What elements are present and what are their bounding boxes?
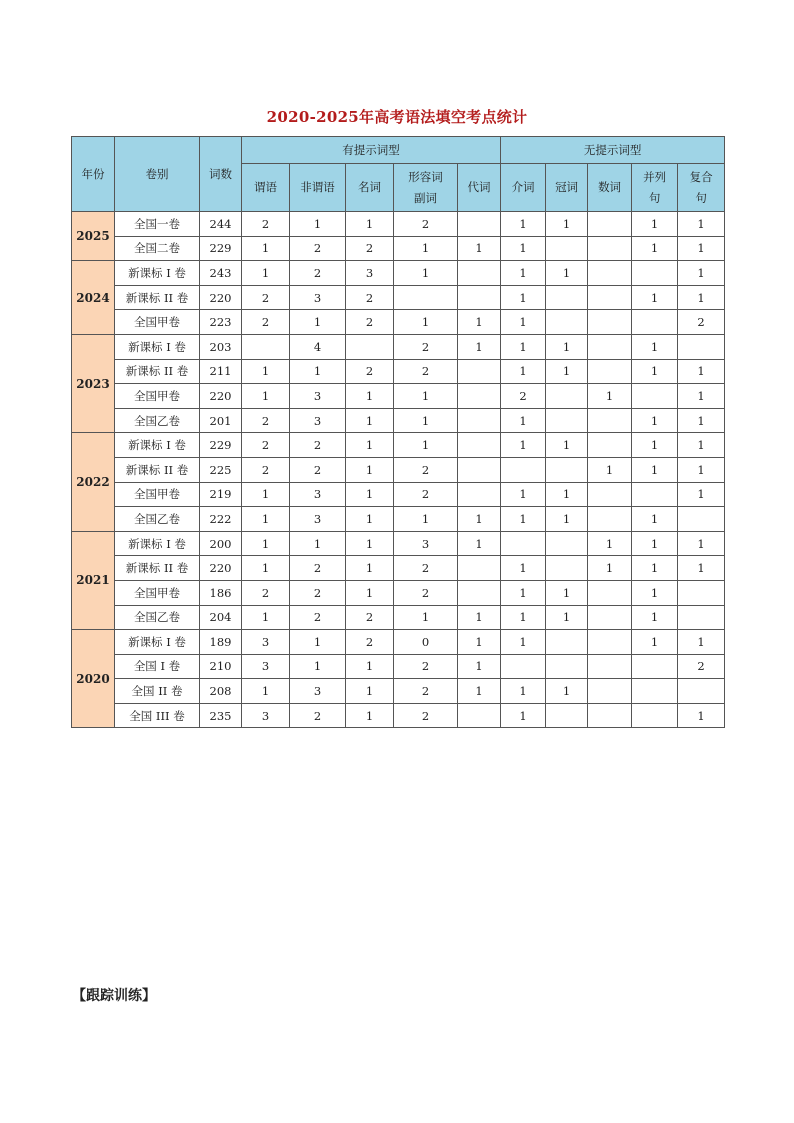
count-cell: 3 — [242, 654, 290, 679]
count-cell: 2 — [394, 482, 458, 507]
count-cell: 1 — [501, 507, 546, 532]
word-count-cell: 229 — [200, 433, 242, 458]
count-cell: 1 — [546, 482, 588, 507]
word-count-cell: 210 — [200, 654, 242, 679]
count-cell: 1 — [501, 679, 546, 704]
count-cell: 1 — [678, 285, 725, 310]
header-col-9: 复合句 — [678, 164, 725, 212]
count-cell: 1 — [242, 482, 290, 507]
header-col-3: 形容词副词 — [394, 164, 458, 212]
count-cell — [588, 285, 632, 310]
count-cell: 1 — [458, 630, 501, 655]
count-cell: 1 — [501, 310, 546, 335]
count-cell — [458, 457, 501, 482]
count-cell: 1 — [346, 654, 394, 679]
count-cell: 3 — [346, 261, 394, 286]
count-cell: 1 — [458, 236, 501, 261]
count-cell: 2 — [242, 212, 290, 237]
count-cell: 2 — [242, 408, 290, 433]
count-cell — [458, 384, 501, 409]
count-cell: 1 — [678, 457, 725, 482]
count-cell: 2 — [678, 310, 725, 335]
paper-cell: 新课标 II 卷 — [115, 359, 200, 384]
header-col-4: 代词 — [458, 164, 501, 212]
count-cell: 1 — [242, 359, 290, 384]
word-count-cell: 186 — [200, 580, 242, 605]
count-cell: 1 — [346, 531, 394, 556]
word-count-cell: 223 — [200, 310, 242, 335]
table-row — [72, 580, 725, 605]
year-cell: 2020 — [72, 630, 115, 728]
header-col-2: 名词 — [346, 164, 394, 212]
table-row — [72, 236, 725, 261]
count-cell: 2 — [394, 359, 458, 384]
table-row — [72, 630, 725, 655]
count-cell: 1 — [501, 285, 546, 310]
count-cell: 3 — [242, 630, 290, 655]
count-cell: 1 — [346, 703, 394, 728]
count-cell: 1 — [290, 359, 346, 384]
table-row — [72, 334, 725, 359]
count-cell — [242, 334, 290, 359]
count-cell — [588, 654, 632, 679]
paper-cell: 全国 III 卷 — [115, 703, 200, 728]
count-cell: 2 — [290, 261, 346, 286]
count-cell: 1 — [346, 457, 394, 482]
count-cell: 1 — [501, 433, 546, 458]
count-cell: 1 — [394, 261, 458, 286]
count-cell: 1 — [588, 384, 632, 409]
paper-cell: 全国甲卷 — [115, 310, 200, 335]
count-cell: 1 — [632, 457, 678, 482]
count-cell — [588, 236, 632, 261]
page-title: 2020-2025年高考语法填空考点统计 — [266, 108, 528, 126]
word-count-cell: 203 — [200, 334, 242, 359]
count-cell: 2 — [346, 630, 394, 655]
count-cell — [588, 310, 632, 335]
count-cell: 1 — [546, 212, 588, 237]
count-cell — [458, 212, 501, 237]
count-cell: 1 — [290, 212, 346, 237]
count-cell: 2 — [501, 384, 546, 409]
word-count-cell: 220 — [200, 556, 242, 581]
count-cell: 2 — [394, 212, 458, 237]
count-cell: 2 — [394, 679, 458, 704]
count-cell: 1 — [346, 507, 394, 532]
count-cell: 1 — [346, 482, 394, 507]
count-cell: 1 — [458, 654, 501, 679]
count-cell: 4 — [290, 334, 346, 359]
header-col-1: 非谓语 — [290, 164, 346, 212]
count-cell: 2 — [394, 654, 458, 679]
count-cell: 2 — [290, 457, 346, 482]
count-cell: 1 — [632, 408, 678, 433]
count-cell — [678, 507, 725, 532]
count-cell: 1 — [678, 359, 725, 384]
year-cell: 2025 — [72, 212, 115, 261]
count-cell: 1 — [588, 531, 632, 556]
word-count-cell: 189 — [200, 630, 242, 655]
count-cell: 3 — [290, 507, 346, 532]
count-cell: 1 — [346, 580, 394, 605]
count-cell — [546, 654, 588, 679]
word-count-cell: 220 — [200, 384, 242, 409]
count-cell: 1 — [678, 384, 725, 409]
count-cell: 1 — [242, 679, 290, 704]
count-cell — [588, 507, 632, 532]
table-row — [72, 531, 725, 556]
table-row — [72, 507, 725, 532]
header-year: 年份 — [72, 137, 115, 212]
count-cell: 1 — [501, 359, 546, 384]
paper-cell: 新课标 I 卷 — [115, 433, 200, 458]
count-cell — [501, 457, 546, 482]
year-cell: 2022 — [72, 433, 115, 531]
count-cell: 1 — [632, 556, 678, 581]
count-cell: 1 — [346, 556, 394, 581]
count-cell — [501, 531, 546, 556]
header-no-hint-group: 无提示词型 — [501, 137, 725, 164]
paper-cell: 全国乙卷 — [115, 605, 200, 630]
count-cell: 1 — [546, 605, 588, 630]
count-cell: 1 — [458, 679, 501, 704]
count-cell: 1 — [678, 212, 725, 237]
table-row — [72, 285, 725, 310]
count-cell: 1 — [632, 531, 678, 556]
count-cell — [588, 261, 632, 286]
count-cell — [546, 285, 588, 310]
count-cell: 1 — [242, 556, 290, 581]
count-cell: 1 — [501, 482, 546, 507]
count-cell: 1 — [242, 384, 290, 409]
count-cell — [588, 679, 632, 704]
count-cell: 1 — [458, 507, 501, 532]
paper-cell: 全国甲卷 — [115, 482, 200, 507]
paper-cell: 新课标 I 卷 — [115, 261, 200, 286]
paper-cell: 全国甲卷 — [115, 580, 200, 605]
count-cell: 2 — [242, 457, 290, 482]
word-count-cell: 201 — [200, 408, 242, 433]
count-cell: 2 — [290, 236, 346, 261]
count-cell: 3 — [290, 482, 346, 507]
count-cell: 3 — [394, 531, 458, 556]
count-cell: 2 — [346, 285, 394, 310]
header-col-7: 数词 — [588, 164, 632, 212]
count-cell: 2 — [346, 310, 394, 335]
count-cell: 1 — [588, 457, 632, 482]
header-paper: 卷别 — [115, 137, 200, 212]
count-cell: 1 — [501, 261, 546, 286]
count-cell: 1 — [346, 408, 394, 433]
word-count-cell: 229 — [200, 236, 242, 261]
count-cell: 1 — [546, 359, 588, 384]
count-cell: 1 — [678, 236, 725, 261]
count-cell: 2 — [394, 334, 458, 359]
count-cell — [458, 556, 501, 581]
count-cell: 1 — [546, 679, 588, 704]
count-cell: 1 — [501, 408, 546, 433]
paper-cell: 新课标 II 卷 — [115, 457, 200, 482]
count-cell: 1 — [346, 679, 394, 704]
count-cell — [588, 433, 632, 458]
table-row — [72, 433, 725, 458]
count-cell: 2 — [290, 605, 346, 630]
count-cell — [458, 433, 501, 458]
count-cell — [546, 703, 588, 728]
count-cell: 1 — [546, 507, 588, 532]
count-cell: 2 — [346, 359, 394, 384]
word-count-cell: 200 — [200, 531, 242, 556]
year-cell: 2023 — [72, 334, 115, 432]
table-row — [72, 703, 725, 728]
count-cell: 2 — [290, 580, 346, 605]
header-word-count: 词数 — [200, 137, 242, 212]
count-cell: 1 — [546, 580, 588, 605]
count-cell: 1 — [678, 482, 725, 507]
header-hint-group: 有提示词型 — [242, 137, 501, 164]
word-count-cell: 211 — [200, 359, 242, 384]
paper-cell: 新课标 I 卷 — [115, 630, 200, 655]
count-cell: 3 — [290, 408, 346, 433]
count-cell — [546, 630, 588, 655]
header-col-8: 并列句 — [632, 164, 678, 212]
count-cell: 2 — [290, 703, 346, 728]
count-cell: 1 — [678, 703, 725, 728]
count-cell: 1 — [632, 236, 678, 261]
count-cell — [546, 384, 588, 409]
count-cell: 1 — [242, 236, 290, 261]
count-cell: 1 — [346, 384, 394, 409]
count-cell: 1 — [242, 507, 290, 532]
paper-cell: 全国乙卷 — [115, 408, 200, 433]
count-cell — [588, 408, 632, 433]
word-count-cell: 243 — [200, 261, 242, 286]
count-cell: 1 — [501, 212, 546, 237]
paper-cell: 新课标 I 卷 — [115, 334, 200, 359]
count-cell: 1 — [632, 334, 678, 359]
word-count-cell: 220 — [200, 285, 242, 310]
count-cell: 1 — [242, 531, 290, 556]
count-cell: 1 — [501, 580, 546, 605]
count-cell: 1 — [501, 605, 546, 630]
count-cell — [546, 408, 588, 433]
count-cell: 1 — [290, 310, 346, 335]
count-cell: 1 — [290, 531, 346, 556]
table-row — [72, 261, 725, 286]
count-cell: 2 — [394, 580, 458, 605]
count-cell — [546, 310, 588, 335]
count-cell: 1 — [290, 654, 346, 679]
count-cell: 1 — [501, 236, 546, 261]
header-col-0: 谓语 — [242, 164, 290, 212]
count-cell — [632, 654, 678, 679]
header-col-5: 介词 — [501, 164, 546, 212]
count-cell: 3 — [290, 285, 346, 310]
count-cell — [678, 580, 725, 605]
paper-cell: 新课标 I 卷 — [115, 531, 200, 556]
count-cell: 1 — [458, 334, 501, 359]
count-cell — [458, 580, 501, 605]
count-cell: 1 — [632, 630, 678, 655]
count-cell: 1 — [678, 261, 725, 286]
count-cell: 1 — [290, 630, 346, 655]
count-cell: 1 — [632, 212, 678, 237]
word-count-cell: 208 — [200, 679, 242, 704]
count-cell: 3 — [290, 679, 346, 704]
count-cell: 2 — [394, 703, 458, 728]
count-cell: 2 — [678, 654, 725, 679]
count-cell — [588, 334, 632, 359]
word-count-cell: 244 — [200, 212, 242, 237]
count-cell: 2 — [346, 236, 394, 261]
count-cell — [588, 703, 632, 728]
paper-cell: 全国一卷 — [115, 212, 200, 237]
count-cell — [458, 285, 501, 310]
count-cell — [458, 703, 501, 728]
count-cell: 1 — [242, 605, 290, 630]
count-cell — [546, 457, 588, 482]
count-cell: 1 — [394, 433, 458, 458]
count-cell — [632, 261, 678, 286]
paper-cell: 新课标 II 卷 — [115, 556, 200, 581]
count-cell: 2 — [290, 556, 346, 581]
count-cell: 1 — [546, 433, 588, 458]
table-row — [72, 384, 725, 409]
count-cell: 1 — [394, 236, 458, 261]
table-row — [72, 482, 725, 507]
paper-cell: 新课标 II 卷 — [115, 285, 200, 310]
count-cell — [458, 261, 501, 286]
count-cell: 1 — [678, 433, 725, 458]
count-cell — [546, 556, 588, 581]
word-count-cell: 219 — [200, 482, 242, 507]
paper-cell: 全国甲卷 — [115, 384, 200, 409]
count-cell: 1 — [632, 433, 678, 458]
count-cell — [588, 580, 632, 605]
count-cell: 1 — [501, 334, 546, 359]
table-row — [72, 556, 725, 581]
count-cell: 3 — [242, 703, 290, 728]
count-cell — [394, 285, 458, 310]
count-cell: 1 — [458, 531, 501, 556]
table-row — [72, 679, 725, 704]
count-cell: 1 — [458, 310, 501, 335]
exam-statistics-table — [71, 136, 725, 728]
count-cell: 1 — [546, 334, 588, 359]
count-cell: 2 — [242, 433, 290, 458]
count-cell: 0 — [394, 630, 458, 655]
count-cell — [458, 359, 501, 384]
count-cell: 2 — [394, 457, 458, 482]
count-cell: 1 — [501, 630, 546, 655]
count-cell: 1 — [242, 261, 290, 286]
count-cell — [632, 384, 678, 409]
section-heading: 【跟踪训练】 — [72, 988, 156, 1004]
table-row — [72, 654, 725, 679]
count-cell — [632, 482, 678, 507]
count-cell: 2 — [242, 580, 290, 605]
count-cell: 1 — [632, 285, 678, 310]
count-cell — [458, 482, 501, 507]
table-body — [72, 212, 725, 728]
count-cell: 1 — [346, 212, 394, 237]
table-row — [72, 457, 725, 482]
paper-cell: 全国 I 卷 — [115, 654, 200, 679]
table-row — [72, 212, 725, 237]
count-cell — [632, 310, 678, 335]
word-count-cell: 235 — [200, 703, 242, 728]
count-cell: 1 — [501, 556, 546, 581]
count-cell — [588, 212, 632, 237]
count-cell: 1 — [394, 408, 458, 433]
word-count-cell: 225 — [200, 457, 242, 482]
paper-cell: 全国乙卷 — [115, 507, 200, 532]
count-cell: 1 — [678, 630, 725, 655]
count-cell — [546, 236, 588, 261]
count-cell: 1 — [632, 580, 678, 605]
count-cell: 1 — [588, 556, 632, 581]
count-cell: 1 — [394, 605, 458, 630]
count-cell: 1 — [678, 531, 725, 556]
count-cell: 1 — [678, 556, 725, 581]
year-cell: 2024 — [72, 261, 115, 335]
word-count-cell: 204 — [200, 605, 242, 630]
count-cell — [501, 654, 546, 679]
count-cell: 2 — [346, 605, 394, 630]
count-cell: 1 — [394, 384, 458, 409]
count-cell — [632, 703, 678, 728]
count-cell — [588, 359, 632, 384]
count-cell — [346, 334, 394, 359]
count-cell: 1 — [632, 359, 678, 384]
count-cell: 3 — [290, 384, 346, 409]
count-cell — [458, 408, 501, 433]
count-cell — [678, 679, 725, 704]
table-row — [72, 359, 725, 384]
count-cell — [588, 630, 632, 655]
count-cell: 1 — [632, 605, 678, 630]
count-cell: 1 — [346, 433, 394, 458]
count-cell — [546, 531, 588, 556]
count-cell: 1 — [458, 605, 501, 630]
count-cell: 1 — [678, 408, 725, 433]
year-cell: 2021 — [72, 531, 115, 629]
table-row — [72, 310, 725, 335]
count-cell: 2 — [242, 310, 290, 335]
count-cell: 1 — [546, 261, 588, 286]
count-cell: 1 — [632, 507, 678, 532]
word-count-cell: 222 — [200, 507, 242, 532]
count-cell — [588, 605, 632, 630]
paper-cell: 全国 II 卷 — [115, 679, 200, 704]
paper-cell: 全国二卷 — [115, 236, 200, 261]
count-cell — [588, 482, 632, 507]
count-cell — [632, 679, 678, 704]
count-cell: 1 — [394, 507, 458, 532]
count-cell: 1 — [394, 310, 458, 335]
count-cell — [678, 605, 725, 630]
count-cell — [678, 334, 725, 359]
count-cell: 2 — [290, 433, 346, 458]
table-row — [72, 605, 725, 630]
header-col-6: 冠词 — [546, 164, 588, 212]
count-cell: 2 — [242, 285, 290, 310]
count-cell: 2 — [394, 556, 458, 581]
count-cell: 1 — [501, 703, 546, 728]
table-row — [72, 408, 725, 433]
